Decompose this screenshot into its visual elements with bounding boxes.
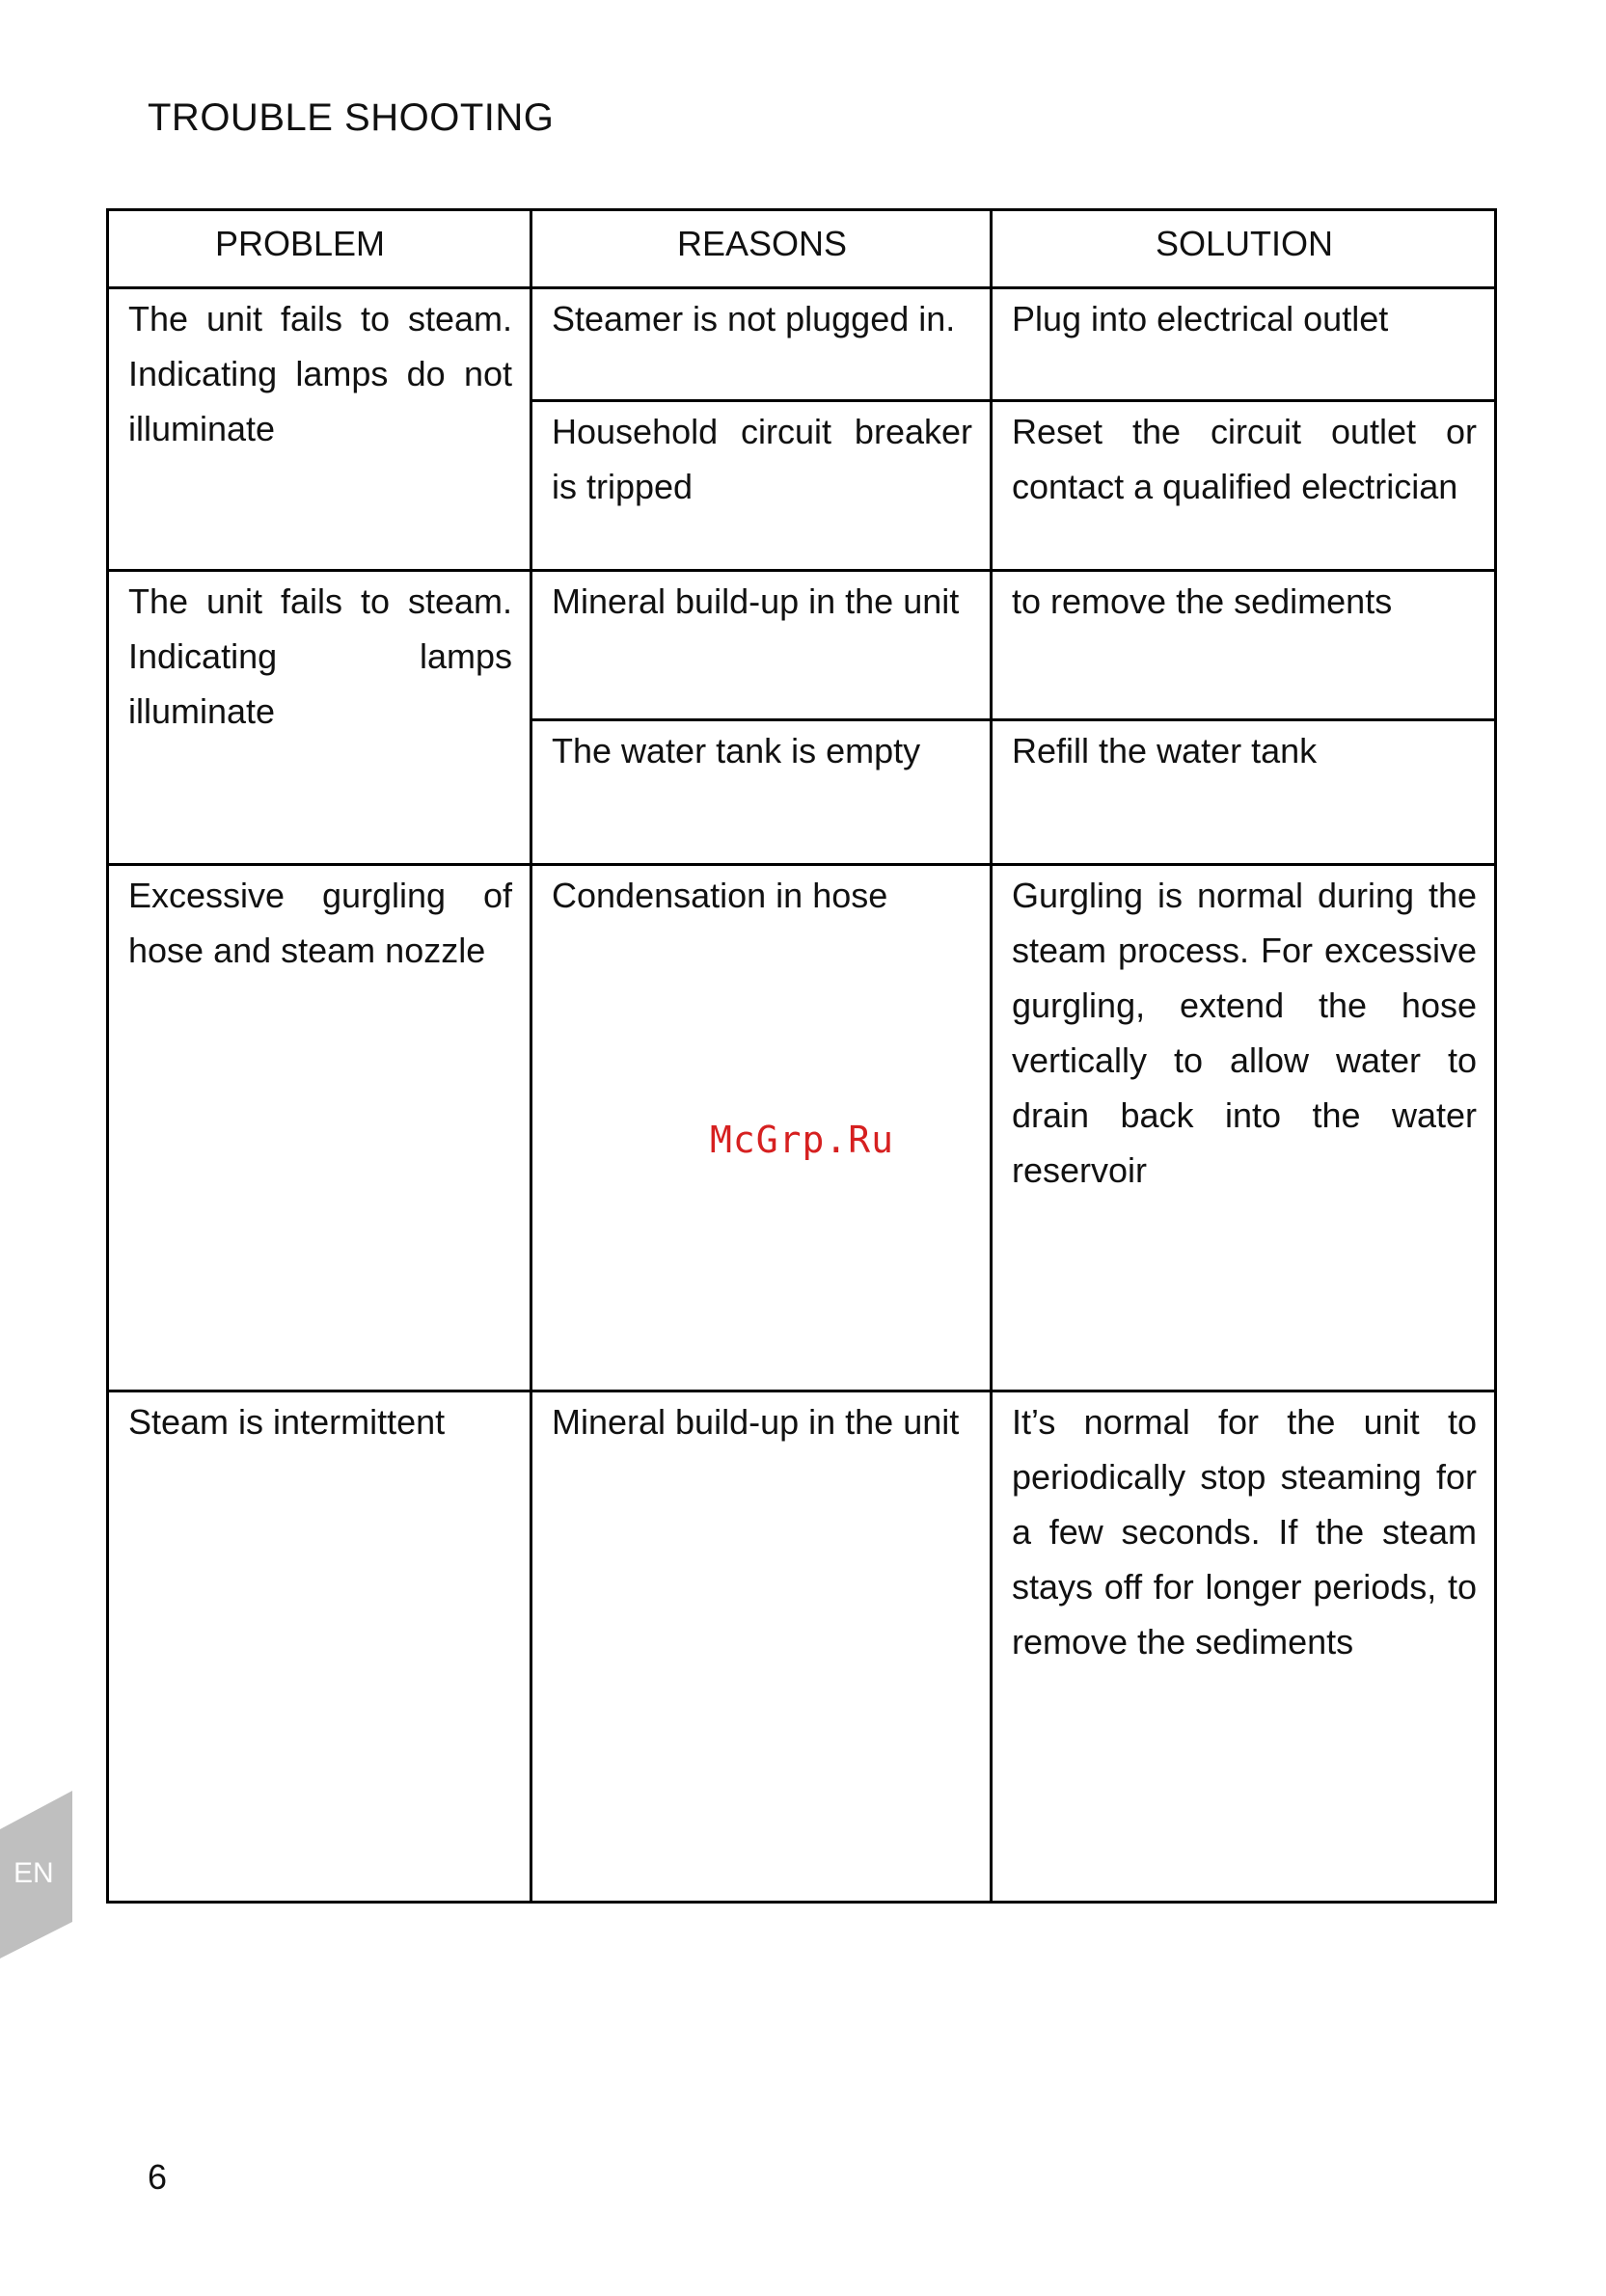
reason-cell: The water tank is empty [531,720,992,865]
table-row [108,571,1496,720]
solution-cell: Gurgling is normal during the steam process. For excessive gurgling, extend the hose vertically to allow water to drain back into the water reservoir [992,865,1496,1391]
watermark: McGrp.Ru [710,1119,895,1161]
header-solution: SOLUTION [992,210,1496,288]
solution-cell: to remove the sediments [992,571,1496,720]
page-title: TROUBLE SHOOTING [148,96,555,139]
header-reasons: REASONS [531,210,992,288]
problem-cell: Steam is intermittent [108,1391,531,1903]
page-number: 6 [148,2157,168,2197]
reason-cell: Mineral build-up in the unit [531,1391,992,1903]
reason-cell: Mineral build-up in the unit [531,571,992,720]
reason-cell: Condensation in hose [531,865,992,1391]
language-tab-label: EN [14,1857,54,1889]
reason-cell: Steamer is not plugged in. [531,288,992,401]
table-row [108,288,1496,401]
troubleshooting-table [106,208,1497,1904]
header-row [108,210,1496,288]
problem-cell: The unit fails to steam. Indicating lamps do not illuminate [108,288,531,571]
problem-cell: Excessive gurgling of hose and steam nozzle [108,865,531,1391]
language-tab [0,1791,72,1958]
solution-cell: Refill the water tank [992,720,1496,865]
reason-cell: Household circuit breaker is tripped [531,401,992,571]
problem-cell: The unit fails to steam. Indicating lamps illuminate [108,571,531,865]
header-problem: PROBLEM [108,210,531,288]
solution-cell: Reset the circuit outlet or contact a qualified electrician [992,401,1496,571]
solution-cell: It’s normal for the unit to periodically stop steaming for a few seconds. If the steam stays off for longer periods, to remove the sediments [992,1391,1496,1903]
solution-cell: Plug into electrical outlet [992,288,1496,401]
table-row [108,1391,1496,1903]
